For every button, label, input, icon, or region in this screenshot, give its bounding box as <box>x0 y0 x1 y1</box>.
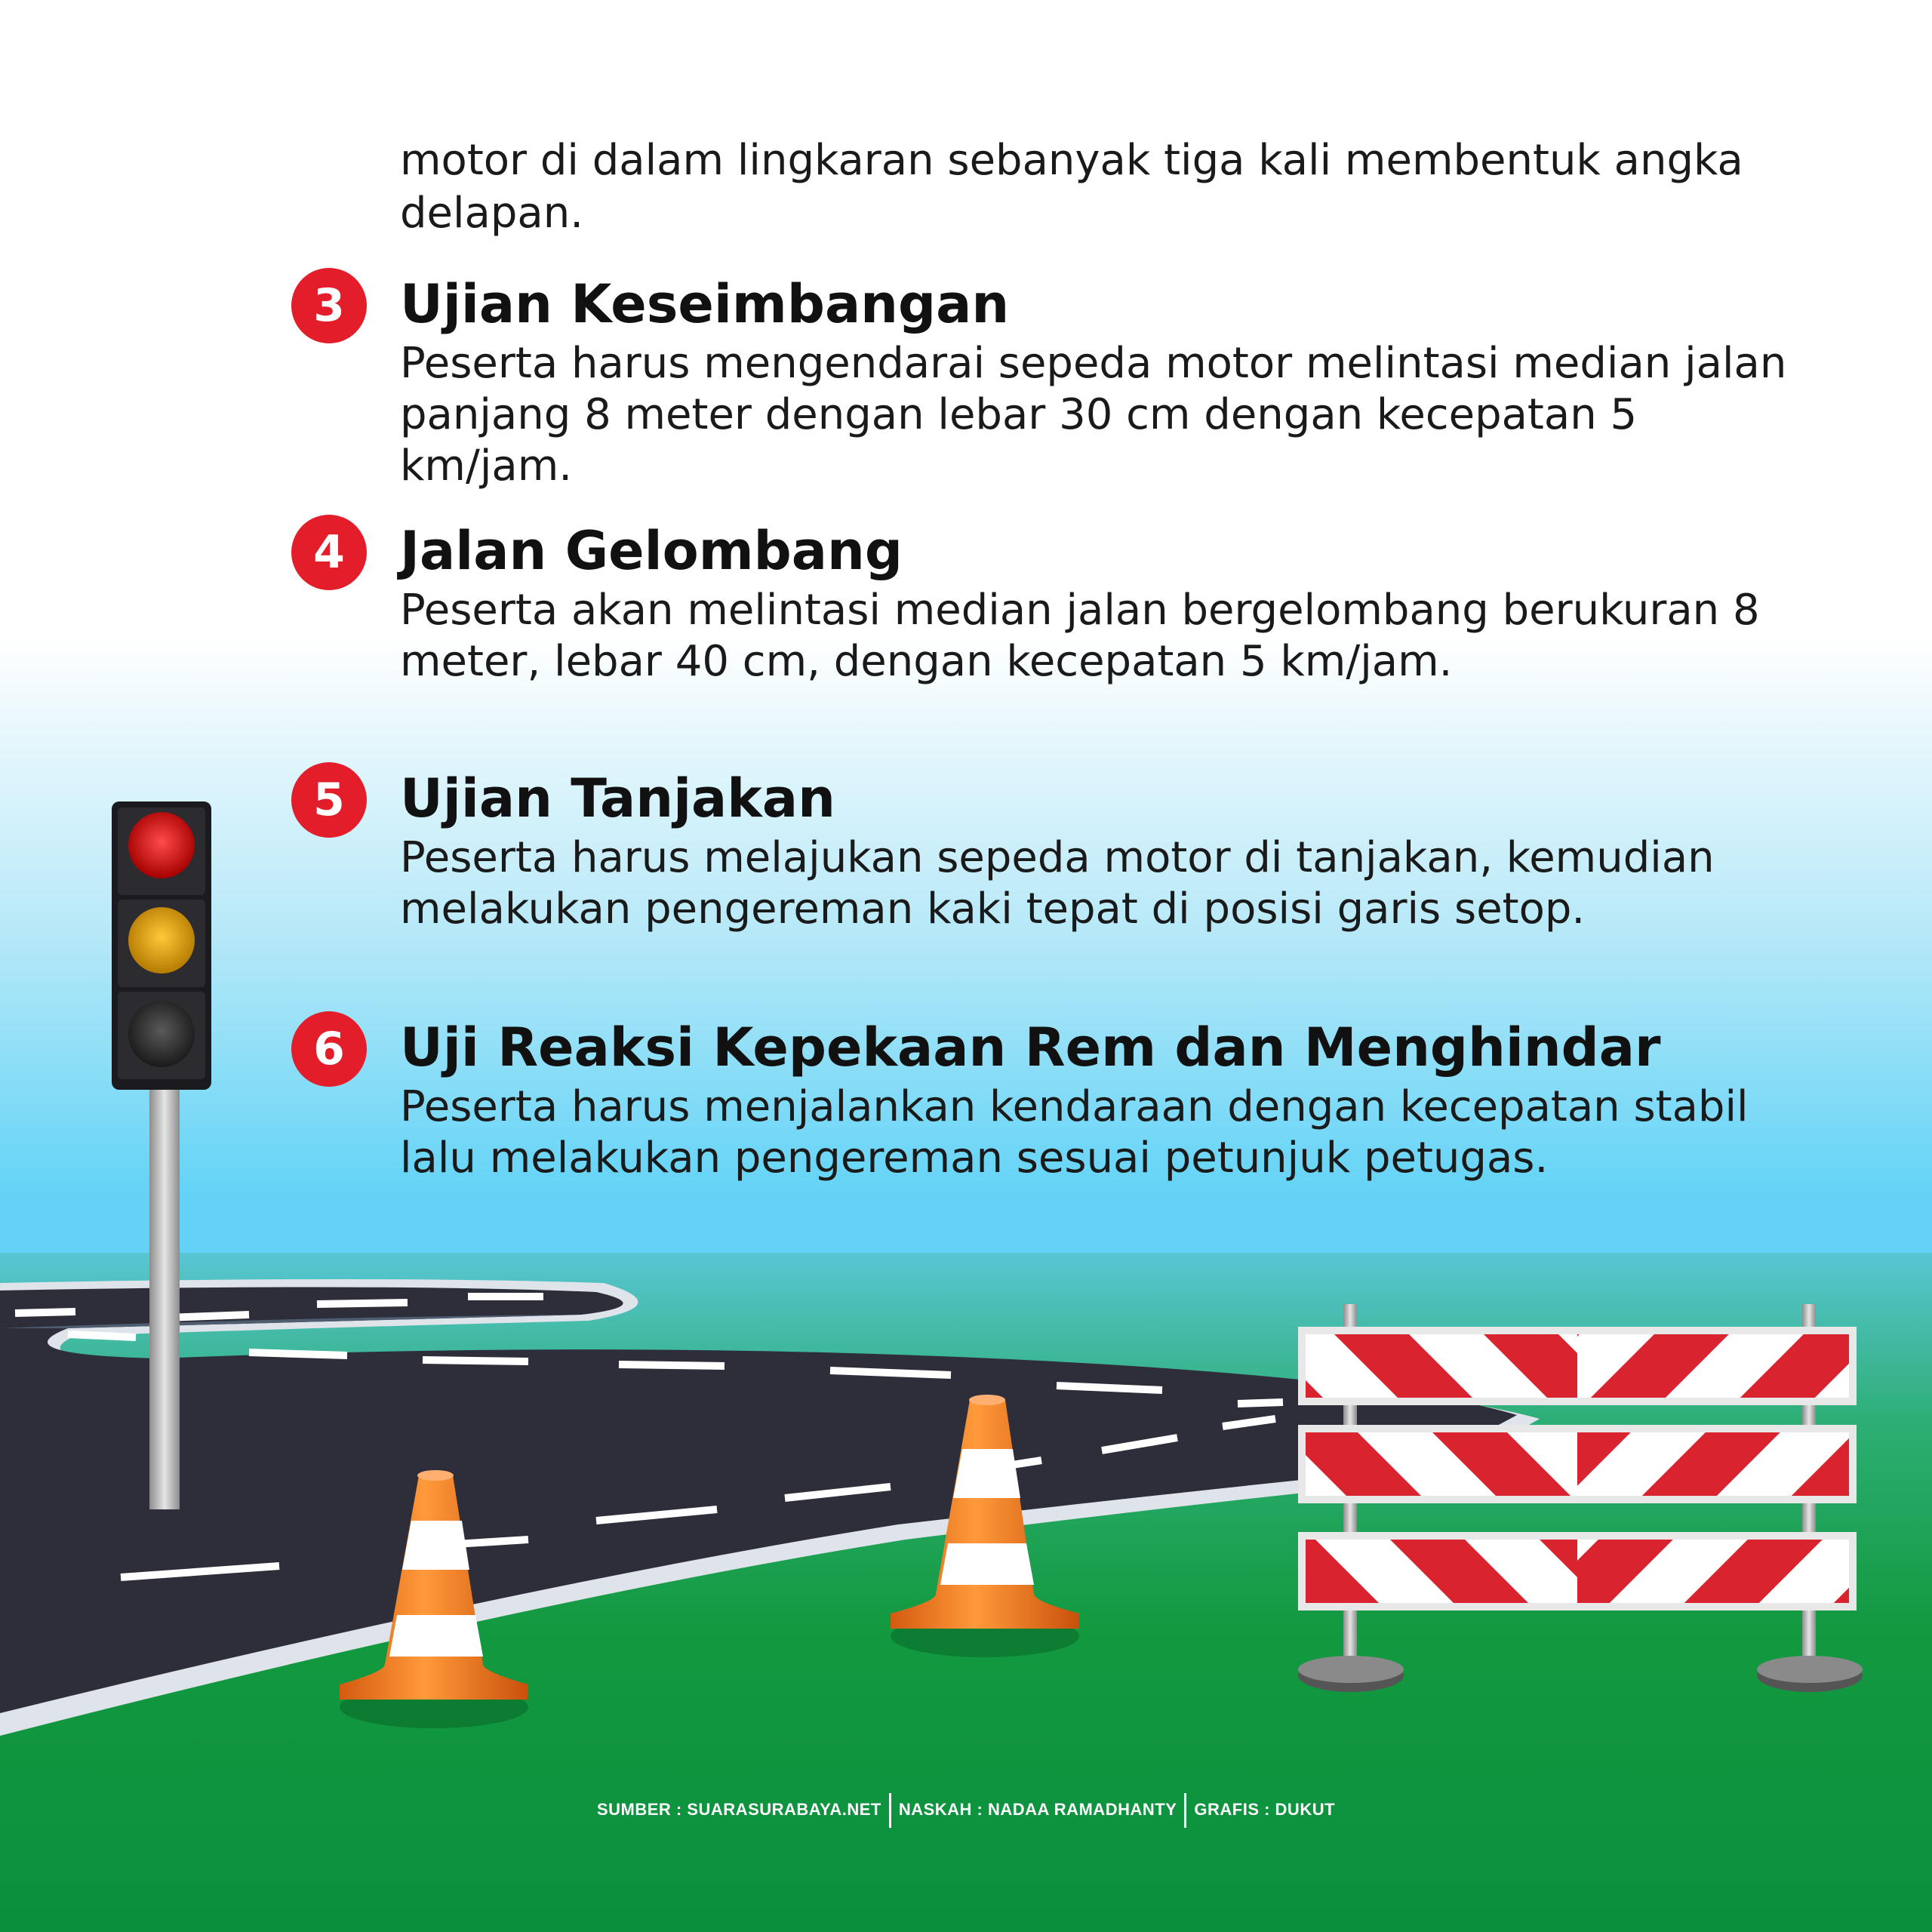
credit-source: SUMBER : SUARASURABAYA.NET <box>596 1799 881 1819</box>
item-title: Uji Reaksi Kepekaan Rem dan Menghindar <box>400 1017 1661 1078</box>
number-badge: 4 <box>291 515 367 590</box>
item-description: Peserta akan melintasi median jalan bergelombang berukuran 8 meter, lebar 40 cm, dengan kecepatan 5 km/jam. <box>400 586 1760 686</box>
credits <box>0 1793 1932 1828</box>
item-description: Peserta harus menjalankan kendaraan dengan kecepatan stabil lalu melakukan pengereman sesuai petunjuk petugas. <box>400 1082 1749 1183</box>
intro-text: motor di dalam lingkaran sebanyak tiga kali membentuk angka delapan. <box>400 136 1743 238</box>
credit-script: NASKAH : NADAA RAMADHANTY <box>898 1799 1177 1819</box>
item-title: Ujian Keseimbangan <box>400 273 1010 335</box>
number-badge: 3 <box>291 268 367 343</box>
credit-divider <box>1184 1793 1186 1828</box>
number-badge: 6 <box>291 1011 367 1087</box>
credit-divider <box>889 1793 891 1828</box>
item-description: Peserta harus melajukan sepeda motor di tanjakan, kemudian melakukan pengereman kaki tepat di posisi garis setop. <box>400 833 1715 934</box>
item-description: Peserta harus mengendarai sepeda motor melintasi median jalan panjang 8 meter dengan lebar 30 cm dengan kecepatan 5 km/jam. <box>400 339 1787 491</box>
number-badge: 5 <box>291 762 367 838</box>
credit-graphics: GRAFIS : DUKUT <box>1194 1799 1336 1819</box>
item-title: Jalan Gelombang <box>400 520 903 582</box>
item-title: Ujian Tanjakan <box>400 768 835 829</box>
